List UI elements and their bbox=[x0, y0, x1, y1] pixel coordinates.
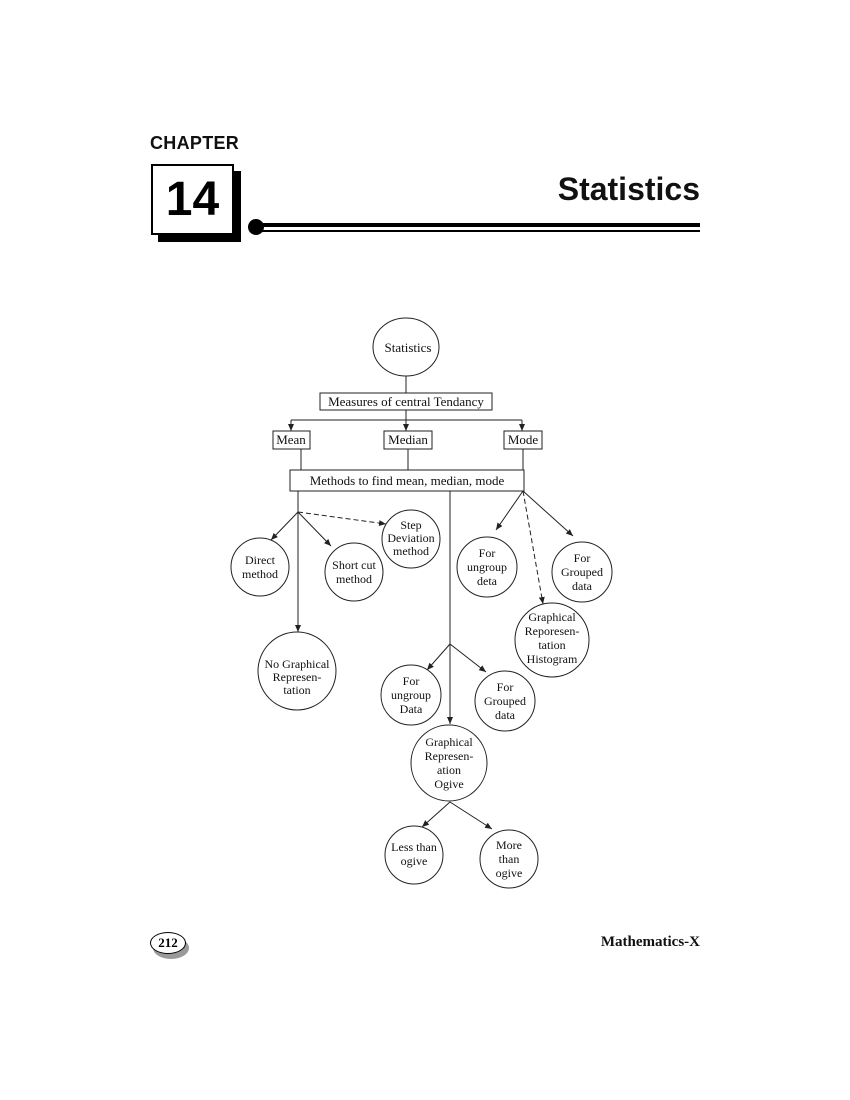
node-more-than-ogive-line1: More bbox=[496, 838, 522, 852]
node-no-graphical-line1: No Graphical bbox=[264, 657, 330, 671]
chapter-number: 14 bbox=[151, 164, 234, 235]
node-ogive-line3: ation bbox=[437, 763, 461, 777]
node-median-ungroup-line3: Data bbox=[399, 702, 423, 716]
book-title: Mathematics-X bbox=[600, 934, 700, 950]
node-step-deviation-line3: method bbox=[393, 544, 429, 558]
node-direct-method-line1: Direct bbox=[245, 553, 275, 567]
node-histogram-line1: Graphical bbox=[528, 610, 576, 624]
node-median-grouped-line1: For bbox=[496, 680, 514, 694]
box-methods-label: Methods to find mean, median, mode bbox=[309, 473, 505, 488]
node-step-deviation-line2: Deviation bbox=[387, 531, 435, 545]
chapter-title: Statistics bbox=[557, 171, 700, 207]
node-histogram-line2: Reporesen- bbox=[524, 624, 580, 638]
node-ogive-line1: Graphical bbox=[425, 735, 473, 749]
node-median-grouped-line2: Grouped bbox=[484, 694, 526, 708]
node-shortcut-method-line2: method bbox=[336, 572, 372, 586]
node-statistics-label: Statistics bbox=[384, 340, 432, 355]
node-step-deviation-line1: Step bbox=[400, 518, 422, 532]
node-mode-grouped-line1: For bbox=[573, 551, 591, 565]
node-mode-ungroup-line3: deta bbox=[477, 574, 497, 588]
node-more-than-ogive-line2: than bbox=[498, 852, 520, 866]
node-ogive-line2: Represen- bbox=[424, 749, 474, 763]
node-mode-grouped-line2: Grouped bbox=[561, 565, 603, 579]
box-median-label: Median bbox=[388, 432, 428, 447]
node-histogram-line4: Histogram bbox=[526, 652, 578, 666]
node-less-than-ogive-line1: Less than bbox=[391, 840, 437, 854]
node-median-ungroup-line2: ungroup bbox=[391, 688, 431, 702]
node-mode-ungroup-line2: ungroup bbox=[467, 560, 507, 574]
box-mode-label: Mode bbox=[507, 432, 539, 447]
node-median-grouped-line3: data bbox=[495, 708, 515, 722]
node-mode-grouped-line3: data bbox=[572, 579, 592, 593]
node-no-graphical-line3: tation bbox=[283, 683, 311, 697]
node-more-than-ogive-line3: ogive bbox=[495, 866, 523, 880]
page-number-label: 212 bbox=[150, 932, 186, 954]
node-histogram-line3: tation bbox=[538, 638, 566, 652]
node-median-ungroup-line1: For bbox=[402, 674, 420, 688]
chapter-label: CHAPTER bbox=[150, 133, 240, 153]
node-shortcut-method-line1: Short cut bbox=[332, 558, 376, 572]
node-less-than-ogive-line2: ogive bbox=[400, 854, 428, 868]
node-no-graphical-line2: Represen- bbox=[272, 670, 322, 684]
node-ogive-line4: Ogive bbox=[434, 777, 464, 791]
box-measures-label: Measures of central Tendancy bbox=[328, 394, 484, 409]
node-direct-method-line2: method bbox=[242, 567, 278, 581]
page-number bbox=[150, 932, 186, 954]
node-mode-ungroup-line1: For bbox=[478, 546, 496, 560]
box-mean-label: Mean bbox=[276, 432, 306, 447]
